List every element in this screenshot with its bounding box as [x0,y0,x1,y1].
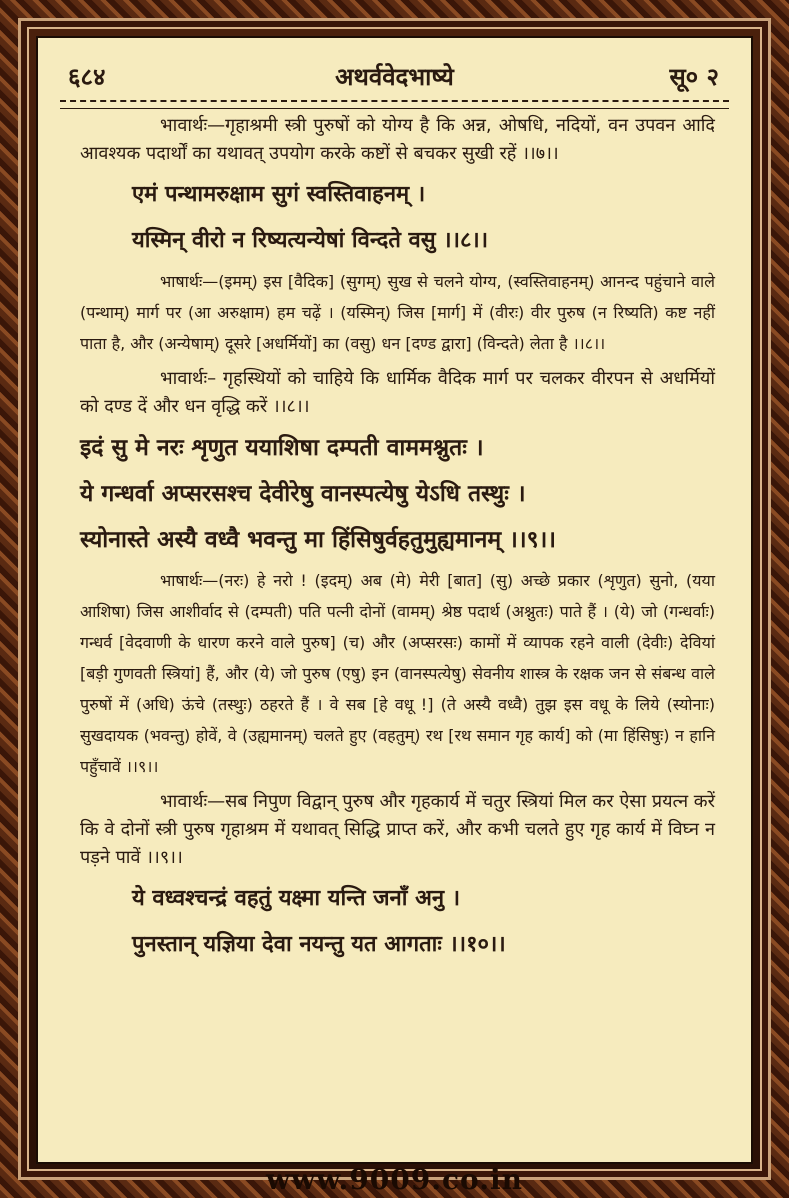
book-page [36,36,753,1164]
bhavartha-9: भावार्थः—सब निपुण विद्वान् पुरुष और गृहकार्य में चतुर स्त्रियां मिल कर ऐसा प्रयत्न करें कि वे दोनों स्त्री पुरुष गृहाश्रम में यथावत् सिद्धि प्राप्त करें, और कभी चलते हुए गृह कार्य में विघ्न न पड़ने पावें ।।९।। [80,791,715,868]
mantra-10-line-2: पुनस्तान् यज्ञिया देवा नयन्तु यत आगताः ।।१०।। [132,931,506,957]
bhavartha-8: भावार्थः– गृहस्थियों को चाहिये कि धार्मिक वैदिक मार्ग पर चलकर वीरपन से अधर्मियों को दण्ड दें और धन वृद्धि करें ।।८।। [80,368,715,417]
mantra-10-line-1: ये वध्वश्चन्द्रं वहतुं यक्ष्मा यन्ति जनाँ अनु । [132,885,461,911]
mantra-9-line-2: ये गन्धर्वा अप्सरसश्च देवीरेषु वानस्पत्येषु येऽधि तस्थुः । [80,480,526,507]
book-title: अथर्ववेदभाष्ये [335,63,454,91]
header-rule [60,100,729,109]
bhashartha-9: भाषार्थः—(नरः) हे नरो ! (इदम्) अब (मे) मेरी [बात] (सु) अच्छे प्रकार (शृणुत) सुनो, (यया आशिषा) जिस आशीर्वाद से (दम्पती) पति पत्नी दोनों (वामम्) श्रेष्ठ पदार्थ (अश्नुतः) पाते हैं । (ये) जो (गन्धर्वाः) गन्धर्व [वेदवाणी के धारण करने वाले पुरुष] (च) और (अप्सरसः) कामों में व्यापक रहने वाली (देवीः) देवियां [बड़ी गुणवती स्त्रियां] हैं, और (ये) जो पुरुष (एषु) इन (वानस्पत्येषु) सेवनीय शास्त्र के रक्षक जन से संबन्ध वाले पुरुषों में (अधि) ऊंचे (तस्थुः) ठहरते हैं । वे सब [हे वधू !] (ते अस्यै वध्वै) तुझ इस वधू के लिये (स्योनाः) सुखदायक (भवन्तु) होवें, वे (उह्यमानम्) चलते हुए (वहतुम्) रथ [रथ समान गृह कार्य] को (मा हिंसिषुः) न हानि पहुँचावें ।।९।। [80,571,715,776]
bhashartha-8: भाषार्थः—(इमम्) इस [वैदिक] (सुगम्) सुख से चलने योग्य, (स्वस्तिवाहनम्) आनन्द पहुंचाने वाले (पन्थाम्) मार्ग पर (आ अरुक्षाम) हम चढ़ें । (यस्मिन्) जिस [मार्ग] में (वीरः) वीर पुरुष (न रिष्यति) कष्ट नहीं पाता है, और (अन्येषाम्) दूसरे [अधर्मियों] का (वसु) धन [दण्ड द्वारा] (विन्दते) लेता है ।।८।। [80,272,715,353]
mantra-9-line-3: स्योनास्ते अस्यै वध्वै भवन्तु मा हिंसिषुर्वहतुमुह्यमानम् ।।९।। [80,526,557,553]
mantra-8-line-1: एमं पन्थामरुक्षाम सुगं स्वस्तिवाहनम् । [132,181,426,207]
bhavartha-7: भावार्थः—गृहाश्रमी स्त्री पुरुषों को योग्य है कि अन्न, ओषधि, नदियों, वन उपवन आदि आवश्यक पदार्थों का यथावत् उपयोग करके कष्टों से बचकर सुखी रहें ।।७।। [80,115,715,164]
page-content [80,112,715,970]
page-header [38,60,751,100]
mantra-8-line-2: यस्मिन् वीरो न रिष्यत्यन्येषां विन्दते वसु ।।८।। [132,227,489,253]
page-number: ६८४ [68,63,106,91]
sukta-number: सू० २ [669,63,719,91]
website-watermark: www.9009.co.in [266,1163,523,1196]
mantra-9-line-1: इदं सु मे नरः शृणुत ययाशिषा दम्पती वाममश्नुतः । [80,434,484,461]
